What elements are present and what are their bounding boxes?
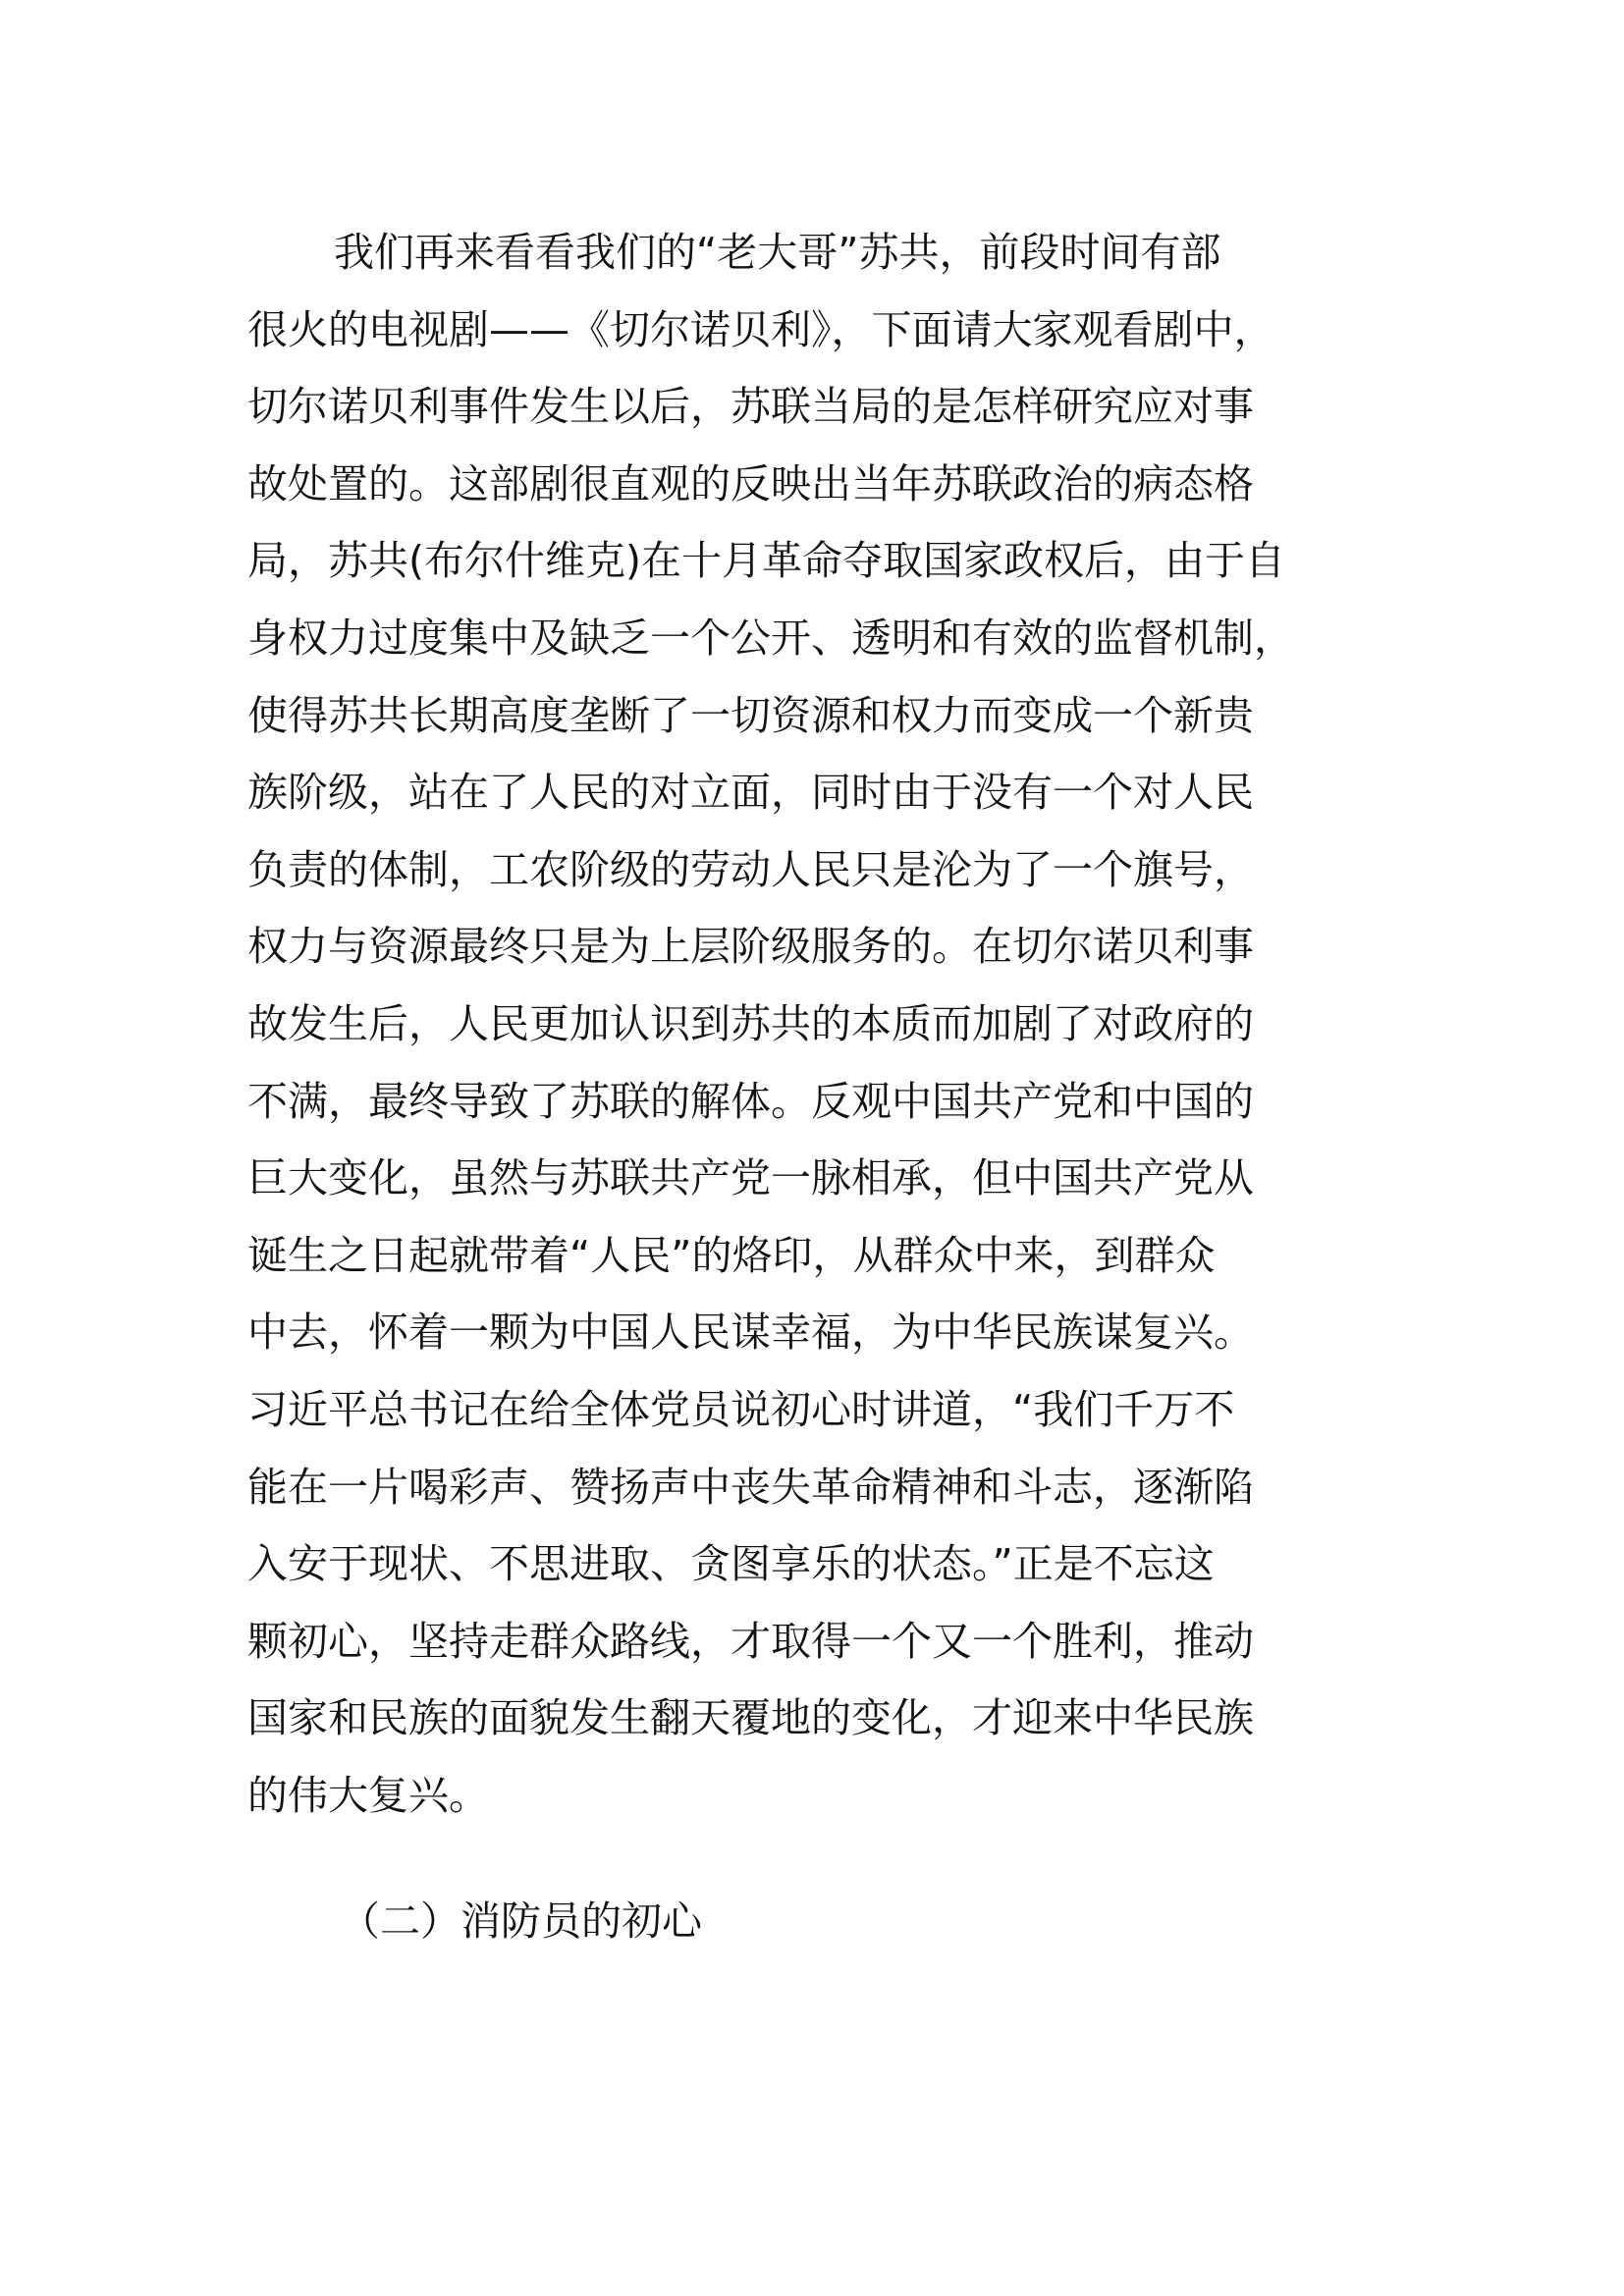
paragraph-line: 身权力过度集中及缺乏一个公开、透明和有效的监督机制， [247, 614, 1294, 662]
paragraph-line: 很火的电视剧——《切尔诺贝利》，下面请大家观看剧中， [247, 305, 1274, 353]
paragraph-line: 能在一片喝彩声、赞扬声中丧失革命精神和斗志，逐渐陷 [247, 1463, 1254, 1511]
paragraph-line: 负责的体制，工农阶级的劳动人民只是沦为了一个旗号， [247, 845, 1254, 893]
paragraph-line: 诞生之日起就带着“人民”的烙印，从群众中来，到群众 [247, 1231, 1216, 1279]
paragraph-line: 我们再来看看我们的“老大哥”苏共，前段时间有部 [334, 229, 1221, 276]
paragraph-line: 国家和民族的面貌发生翻天覆地的变化，才迎来中华民族 [247, 1694, 1254, 1742]
paragraph-line: 中去，怀着一颗为中国人民谋幸福，为中华民族谋复兴。 [247, 1308, 1254, 1357]
paragraph-line: 故处置的。这部剧很直观的反映出当年苏联政治的病态格 [247, 459, 1254, 507]
paragraph-line: 习近平总书记在给全体党员说初心时讲道，“我们千万不 [247, 1385, 1235, 1433]
paragraph-line: 不满，最终导致了苏联的解体。反观中国共产党和中国的 [247, 1077, 1254, 1125]
paragraph-line: 入安于现状、不思进取、贪图享乐的状态。”正是不忘这 [247, 1540, 1215, 1588]
paragraph-line: 故发生后，人民更加认识到苏共的本质而加剧了对政府的 [247, 999, 1254, 1047]
paragraph-line: 切尔诺贝利事件发生以后，苏联当局的是怎样研究应对事 [247, 383, 1254, 431]
paragraph-line: 的伟大复兴。 [247, 1771, 489, 1819]
paragraph-line: 巨大变化，虽然与苏联共产党一脉相承，但中国共产党从 [247, 1154, 1254, 1202]
paragraph-line: 局，苏共(布尔什维克)在十月革命夺取国家政权后，由于自 [247, 537, 1285, 585]
paragraph-line: 权力与资源最终只是为上层阶级服务的。在切尔诺贝利事 [247, 923, 1254, 971]
paragraph-line: 颗初心，坚持走群众路线，才取得一个又一个胜利，推动 [247, 1617, 1254, 1665]
section-heading: （二）消防员的初心 [340, 1897, 702, 1945]
paragraph-line: 使得苏共长期高度垄断了一切资源和权力而变成一个新贵 [247, 691, 1254, 739]
paragraph-line: 族阶级，站在了人民的对立面，同时由于没有一个对人民 [247, 769, 1254, 817]
body-paragraph [247, 214, 1386, 1834]
